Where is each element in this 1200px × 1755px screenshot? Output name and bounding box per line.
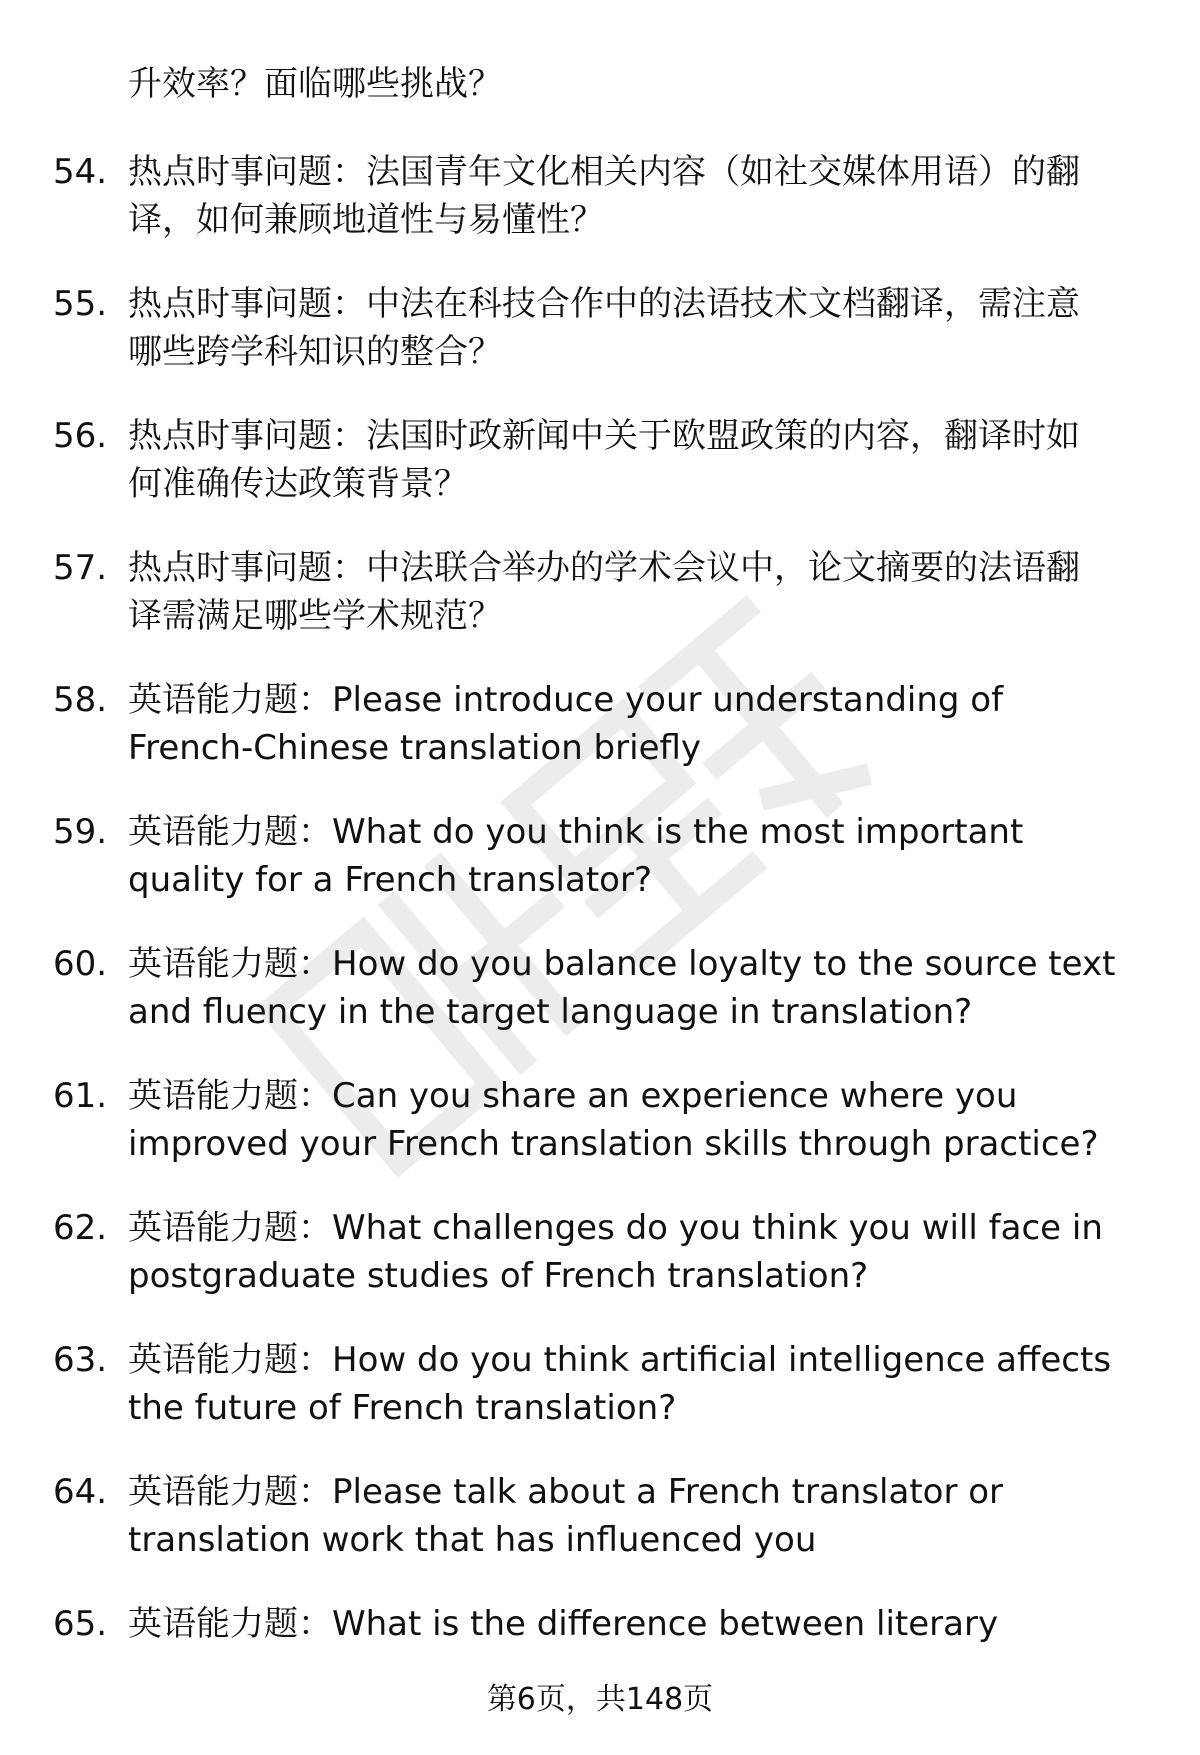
question-number: 56. xyxy=(53,416,108,456)
question-line: 英语能力题：How do you balance loyalty to the source text xyxy=(128,944,1116,984)
question-number: 60. xyxy=(53,944,108,984)
question-line: 译需满足哪些学术规范？ xyxy=(128,596,502,636)
question-text xyxy=(128,940,1140,1036)
question-text xyxy=(128,1336,1140,1432)
list-item xyxy=(0,676,1200,808)
list-item xyxy=(0,1468,1200,1600)
question-number: 61. xyxy=(53,1076,108,1116)
question-line: 英语能力题：Please talk about a French translator or xyxy=(128,1472,1004,1512)
continued-question-text: 升效率？面临哪些挑战？ xyxy=(128,64,502,104)
question-text xyxy=(128,544,1140,640)
question-text xyxy=(128,808,1140,904)
question-number: 55. xyxy=(53,284,108,324)
question-number: 54. xyxy=(53,152,108,192)
question-line: 英语能力题：What challenges do you think you will face in xyxy=(128,1208,1103,1248)
question-line: improved your French translation skills through practice? xyxy=(128,1124,1099,1164)
question-text xyxy=(128,1204,1140,1300)
question-line: 热点时事问题：中法在科技合作中的法语技术文档翻译，需注意 xyxy=(128,284,1080,324)
question-number: 62. xyxy=(53,1208,108,1248)
question-line: 英语能力题：Can you share an experience where you xyxy=(128,1076,1018,1116)
question-number: 58. xyxy=(53,680,108,720)
question-line: the future of French translation? xyxy=(128,1388,677,1428)
question-number: 63. xyxy=(53,1340,108,1380)
question-line: quality for a French translator? xyxy=(128,860,652,900)
question-text xyxy=(128,1600,1140,1648)
question-line: 英语能力题：How do you think artificial intelligence affects xyxy=(128,1340,1112,1380)
question-text xyxy=(128,412,1140,508)
list-item xyxy=(0,544,1200,676)
question-line: 英语能力题：What do you think is the most important xyxy=(128,812,1024,852)
question-line: French-Chinese translation briefly xyxy=(128,728,702,768)
question-line: 译，如何兼顾地道性与易懂性？ xyxy=(128,200,604,240)
list-item xyxy=(0,280,1200,412)
question-line: 热点时事问题：法国青年文化相关内容（如社交媒体用语）的翻 xyxy=(128,152,1080,192)
question-line: 英语能力题：What is the difference between literary xyxy=(128,1604,999,1644)
question-text xyxy=(128,676,1140,772)
page-number-footer: 第6页，共148页 xyxy=(486,1682,714,1717)
question-list xyxy=(0,148,1200,1732)
question-line: 热点时事问题：中法联合举办的学术会议中，论文摘要的法语翻 xyxy=(128,548,1080,588)
list-item xyxy=(0,808,1200,940)
question-line: 哪些跨学科知识的整合？ xyxy=(128,332,502,372)
list-item xyxy=(0,1072,1200,1204)
list-item xyxy=(0,412,1200,544)
question-number: 65. xyxy=(53,1604,108,1644)
list-item xyxy=(0,148,1200,280)
question-line: 英语能力题：Please introduce your understanding of xyxy=(128,680,1004,720)
list-item xyxy=(0,1336,1200,1468)
list-item xyxy=(0,1204,1200,1336)
question-line: translation work that has influenced you xyxy=(128,1520,817,1560)
question-line: 何准确传达政策背景？ xyxy=(128,464,468,504)
question-line: 热点时事问题：法国时政新闻中关于欧盟政策的内容，翻译时如 xyxy=(128,416,1080,456)
question-number: 59. xyxy=(53,812,108,852)
question-text xyxy=(128,148,1140,244)
question-text xyxy=(128,1468,1140,1564)
list-item xyxy=(0,940,1200,1072)
question-text xyxy=(128,1072,1140,1168)
question-line: and fluency in the target language in translation? xyxy=(128,992,973,1032)
question-line: postgraduate studies of French translation? xyxy=(128,1256,869,1296)
question-number: 64. xyxy=(53,1472,108,1512)
question-number: 57. xyxy=(53,548,108,588)
question-text xyxy=(128,280,1140,376)
